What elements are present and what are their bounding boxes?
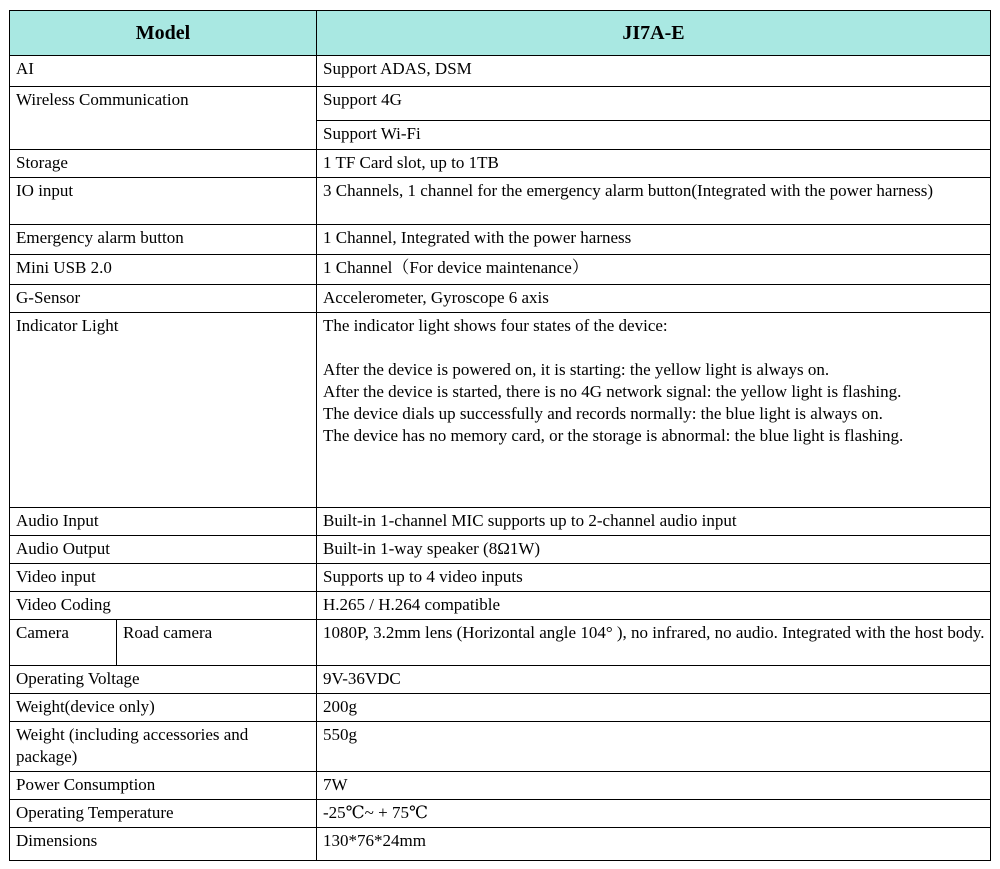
row-label: Weight(device only) bbox=[10, 694, 317, 722]
row-label: Weight (including accessories and package) bbox=[10, 722, 317, 772]
row-value: 550g bbox=[317, 722, 991, 772]
row-label: Video Coding bbox=[10, 592, 317, 620]
table-row bbox=[10, 800, 991, 828]
row-value: 1 Channel, Integrated with the power harness bbox=[317, 225, 991, 255]
table-row bbox=[10, 56, 991, 87]
spec-table bbox=[9, 10, 991, 861]
table-row bbox=[10, 828, 991, 861]
row-label: Operating Temperature bbox=[10, 800, 317, 828]
row-label: Mini USB 2.0 bbox=[10, 255, 317, 285]
row-value: 7W bbox=[317, 772, 991, 800]
row-value: Support ADAS, DSM bbox=[317, 56, 991, 87]
indicator-state: After the device is started, there is no 4G network signal: the yellow light is flashing. bbox=[323, 382, 902, 401]
row-label: Power Consumption bbox=[10, 772, 317, 800]
indicator-state: The device has no memory card, or the storage is abnormal: the blue light is flashing. bbox=[323, 426, 904, 445]
row-value: Supports up to 4 video inputs bbox=[317, 564, 991, 592]
table-row bbox=[10, 536, 991, 564]
row-value: 3 Channels, 1 channel for the emergency alarm button(Integrated with the power harness) bbox=[317, 178, 991, 225]
header-model-name: JI7A-E bbox=[317, 11, 991, 56]
row-value: Accelerometer, Gyroscope 6 axis bbox=[317, 285, 991, 313]
row-label: Audio Output bbox=[10, 536, 317, 564]
table-row bbox=[10, 285, 991, 313]
row-value: 9V-36VDC bbox=[317, 666, 991, 694]
row-value: Support 4G bbox=[317, 87, 991, 121]
row-label: Camera bbox=[10, 620, 117, 666]
table-row bbox=[10, 225, 991, 255]
row-label: Indicator Light bbox=[10, 313, 317, 508]
row-label: G-Sensor bbox=[10, 285, 317, 313]
spacer bbox=[323, 337, 985, 359]
indicator-state: After the device is powered on, it is starting: the yellow light is always on. bbox=[323, 360, 830, 379]
indicator-intro: The indicator light shows four states of the device: bbox=[323, 316, 668, 335]
table-row bbox=[10, 508, 991, 536]
table-row bbox=[10, 722, 991, 772]
row-label: Emergency alarm button bbox=[10, 225, 317, 255]
table-row bbox=[10, 592, 991, 620]
row-label: IO input bbox=[10, 178, 317, 225]
row-label: Storage bbox=[10, 150, 317, 178]
row-value: 1 TF Card slot, up to 1TB bbox=[317, 150, 991, 178]
header-row bbox=[10, 11, 991, 56]
table-row bbox=[10, 620, 991, 666]
row-value: Built-in 1-way speaker (8Ω1W) bbox=[317, 536, 991, 564]
row-value: 130*76*24mm bbox=[317, 828, 991, 861]
row-label: Video input bbox=[10, 564, 317, 592]
table-row bbox=[10, 150, 991, 178]
table-row bbox=[10, 313, 991, 508]
table-row bbox=[10, 178, 991, 225]
row-label: Audio Input bbox=[10, 508, 317, 536]
row-value: Support Wi-Fi bbox=[317, 121, 991, 150]
row-value: 200g bbox=[317, 694, 991, 722]
row-label: Operating Voltage bbox=[10, 666, 317, 694]
indicator-state: The device dials up successfully and records normally: the blue light is always on. bbox=[323, 404, 883, 423]
table-row bbox=[10, 564, 991, 592]
row-label: AI bbox=[10, 56, 317, 87]
row-value: 1080P, 3.2mm lens (Horizontal angle 104° ), no infrared, no audio. Integrated with the host body. bbox=[317, 620, 991, 666]
table-row bbox=[10, 87, 991, 121]
row-label: Dimensions bbox=[10, 828, 317, 861]
row-value: Built-in 1-channel MIC supports up to 2-channel audio input bbox=[317, 508, 991, 536]
row-sublabel: Road camera bbox=[117, 620, 317, 666]
table-row bbox=[10, 255, 991, 285]
header-model: Model bbox=[10, 11, 317, 56]
table-row bbox=[10, 694, 991, 722]
table-row bbox=[10, 772, 991, 800]
row-label: Wireless Communication bbox=[10, 87, 317, 150]
row-value: -25℃~ + 75℃ bbox=[317, 800, 991, 828]
row-value: 1 Channel（For device maintenance） bbox=[317, 255, 991, 285]
row-value: H.265 / H.264 compatible bbox=[317, 592, 991, 620]
indicator-description bbox=[317, 313, 991, 508]
table-row bbox=[10, 666, 991, 694]
